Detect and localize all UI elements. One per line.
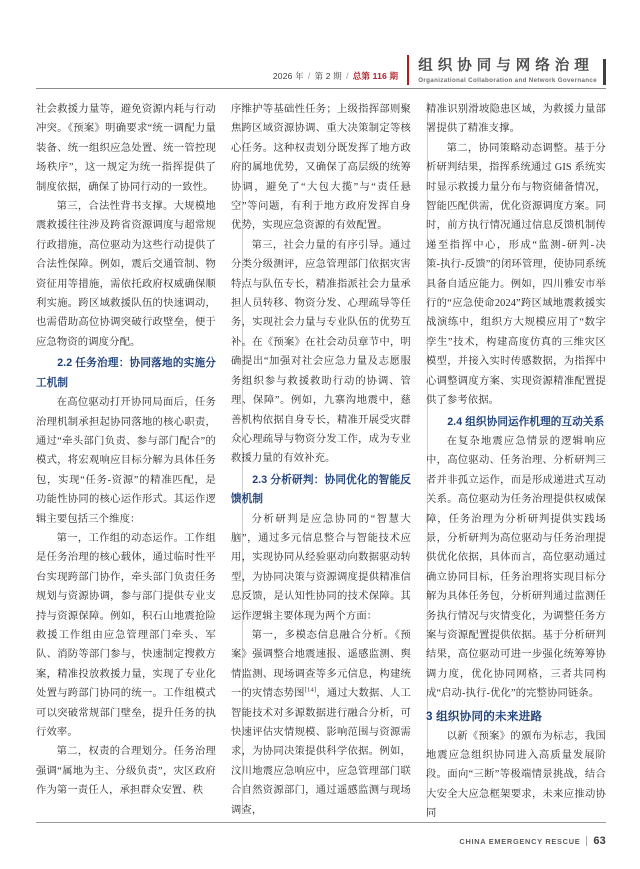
footer-divider bbox=[586, 836, 587, 846]
body-paragraph: 第三，合法性背书支撑。大规模地震救援往往涉及跨省资源调度与超常规行政措施，高位驱动为这些行动提供了合法性保障。例如，震后交通管制、物资征用等措施，需依托政府权威确保顺利实施。跨区域救援队伍的快速调动，也需借助高位协调突破行政壁垒，便于应急物资的调度分配。 bbox=[36, 201, 216, 348]
issue-sep-2: / bbox=[345, 71, 349, 81]
body-paragraph: 以新《预案》的颁布为标志，我国地震应急组织协同进入高质量发展阶段。面向“三断”等极端情景挑战，结合大安全大应急框架要求，未来应推动协同 bbox=[426, 730, 606, 820]
footer-rule bbox=[36, 822, 606, 823]
header-end-bar bbox=[603, 59, 606, 85]
body-paragraph: 第二，权责的合理划分。任务治理强调“属地为主、分级负责”，灾区政府作为第一责任人，承担群众安置、秩 bbox=[36, 746, 216, 797]
section-heading: 2.4 组织协同运作机理的互动关系 bbox=[447, 415, 605, 428]
header-rule bbox=[36, 88, 606, 89]
body-paragraph: 第一，工作组的动态运作。工作组是任务治理的核心载体，通过临时性平台实现跨部门协作，牵头部门负责任务规划与资源协调，参与部门提供专业支持与资源保障。例如，积石山地震抢险救援工作组由应急管理部门牵头、军队、消防等部门参与，快速制定搜救方案，精准投放救援力量，实现了专业化处置与跨部门协同的统一。工作组模式可以突破常规部门壁垒，提升任务的执行效率。 bbox=[36, 532, 216, 738]
issue-number: 第 2 期 bbox=[314, 71, 342, 81]
body-paragraph: 序维护等基础性任务；上级指挥部则聚焦跨区域资源协调、重大决策制定等核心任务。这种权责划分既发挥了地方政府的属地优势，又确保了高层级的统筹协调，避免了“大包大揽”与“责任悬空”等问题，有利于地方政府发挥自身优势，实现应急资源的有效配置。 bbox=[231, 104, 411, 232]
article-columns bbox=[36, 100, 606, 824]
issue-year: 2026 年 bbox=[272, 71, 304, 81]
issue-total: 总第 116 期 bbox=[352, 71, 399, 81]
main-section-heading: 3 组织协同的未来进路 bbox=[426, 709, 543, 723]
header-red-divider bbox=[407, 55, 409, 85]
column-middle bbox=[231, 100, 411, 824]
page-number: 63 bbox=[593, 835, 606, 847]
body-paragraph: 社会救援力量等，避免资源内耗与行动冲突。《预案》明确要求“统一调配力量装备、统一组织应急处置、统一管控现场秩序”，这一规定为统一指挥提供了制度依据，确保了协同行动的一致性。 bbox=[36, 104, 216, 193]
section-title-cn: 组织协同与网络治理 bbox=[418, 57, 594, 74]
section-title-block bbox=[418, 57, 597, 86]
body-paragraph: 第三，社会力量的有序引导。通过分类分级测评，应急管理部门依据灾害特点与队伍专长，精准指派社会力量承担人员转移、物资分发、心理疏导等任务，实现社会力量与专业队伍的优势互补。在《预案》在社会动员章节中，明确提出“加强对社会应急力量及志愿服务组织参与救援救助行动的协调、管理、保障”。例如，九寨沟地震中，慈善机构依据自身专长，精准开展受灾群众心理疏导与物资分发工作，成为专业救援力量的有效补充。 bbox=[231, 239, 411, 465]
page-footer bbox=[459, 835, 606, 847]
body-paragraph: 第一，多模态信息融合分析。《预案》强调整合地震速报、遥感监测、舆情监测、现场调查等多元信息，构建统一的灾情态势图[14]，通过大数据、人工智能技术对多源数据进行融合分析，可快速评估灾情规模、影响范围与资源需求，为协同决策提供科学依据。例如，汶川地震应急响应中，应急管理部门联合自然资源部门，通过遥感监测与现场调查， bbox=[231, 629, 411, 816]
body-paragraph: 分析研判是应急协同的“智慧大脑”，通过多元信息整合与智能技术应用，实现协同从经验驱动向数据驱动转型，为协同决策与资源调度提供精准信息反馈，是认知性协同的技术保障。其运作逻辑主要体现为两个方面： bbox=[231, 513, 411, 622]
body-paragraph: 在高位驱动打开协同局面后，任务治理机制承担起协同落地的核心职责，通过“牵头部门负责、参与部门配合”的模式，将宏观响应目标分解为具体任务包，实现“任务‑资源”的精准匹配，是功能性协同的核心运作形式。其运作逻辑主要包括三个维度： bbox=[36, 397, 216, 525]
body-paragraph: 在复杂地震应急情景的逻辑响应中，高位驱动、任务治理、分析研判三者并非孤立运作，而是形成递进式互动关系。高位驱动为任务治理提供权威保障，任务治理为分析研判提供实践场景，分析研判为高位驱动与任务治理提供优化依据，具体而言，高位驱动通过确立协同目标，任务治理将实现目标分解为具体任务包，分析研判通过监测任务执行情况与灾情变化，为调整任务方案与资源配置提供依据。基于分析研判结果，高位驱动可进一步强化统筹筹协调力度，优化协同网格，三者共同构成“启动‑执行‑优化”的完整协同链条。 bbox=[426, 435, 606, 700]
section-heading: 2.3 分析研判：协同优化的智能反馈机制 bbox=[231, 473, 411, 506]
issue-info bbox=[273, 70, 398, 86]
column-right bbox=[426, 100, 606, 824]
section-title-en: Organizational Collaboration and Network Governance bbox=[418, 77, 597, 84]
running-head bbox=[36, 40, 606, 86]
reference-marker: [14] bbox=[304, 686, 317, 694]
body-paragraph: 第二，协同策略动态调整。基于分析研判结果，指挥系统通过 GIS 系统实时显示救援力量分布与物资储备情况，智能匹配供需，优化资源调度方案。同时，前方执行情况通过信息反馈机制传递至指挥中心，形成“监测‑研判‑决策‑执行‑反馈”的闭环管理，使协同系统具备自适应能力。例如，四川雅安市举行的“应急使命2024”跨区域地震救援实战演练中，组织方大规模应用了“数字孪生”技术，构建高度仿真的三维灾区模型，并接入实时传感数据，为指挥中心调整调度方案、实现资源精准配置提供了参考依据。 bbox=[426, 142, 606, 407]
section-heading: 2.2 任务治理：协同落地的实施分工机制 bbox=[36, 357, 216, 389]
body-paragraph: 精准识别滑坡隐患区域，为救援力量部署提供了精准支撑。 bbox=[426, 104, 606, 135]
issue-sep-1: / bbox=[307, 71, 311, 81]
column-left bbox=[36, 100, 216, 824]
journal-name: CHINA EMERGENCY RESCUE bbox=[459, 836, 581, 846]
